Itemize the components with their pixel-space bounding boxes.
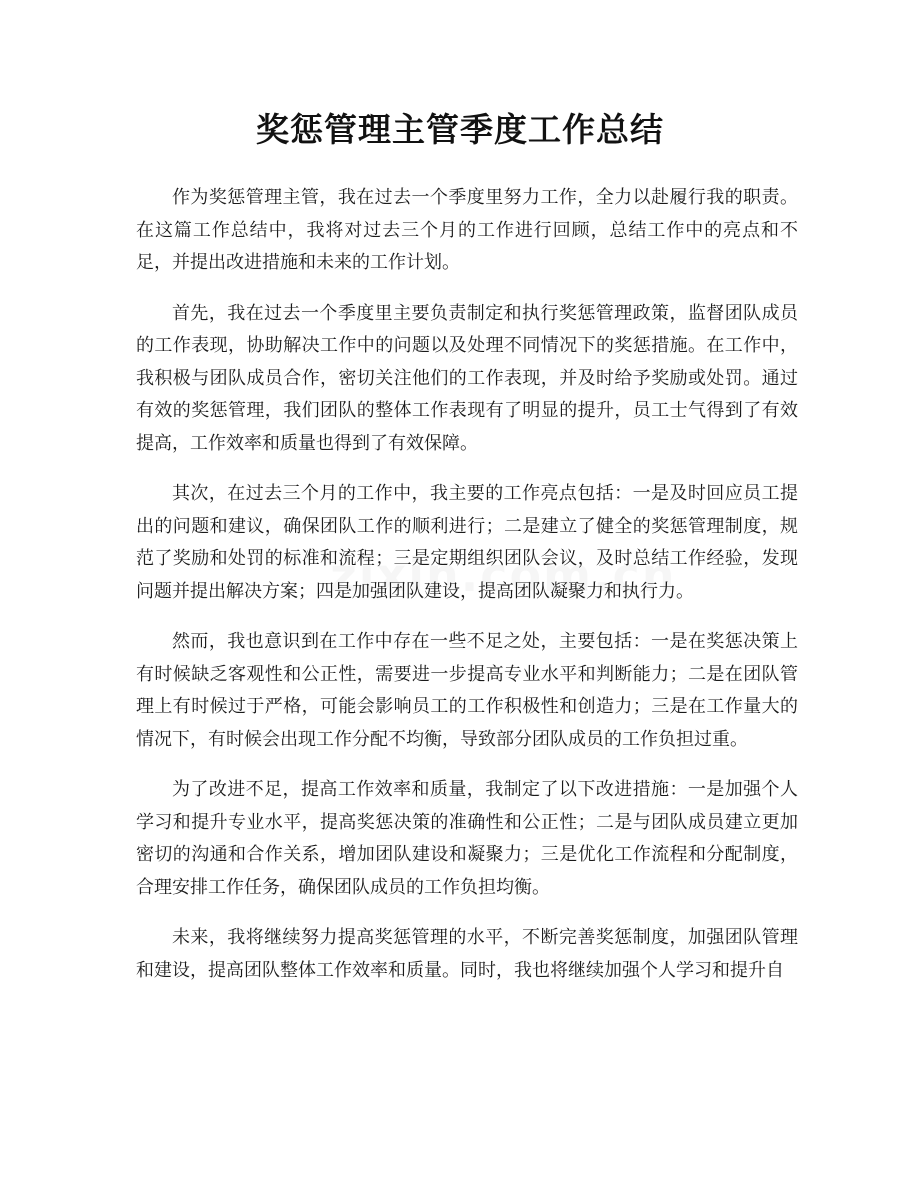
paragraph-improvements: 为了改进不足，提高工作效率和质量，我制定了以下改进措施：一是加强个人学习和提升专业水平，提高奖惩决策的准确性和公正性；二是与团队成员建立更加密切的沟通和合作关系，增加团队建设和凝聚力；三是优化工作流程和分配制度，合理安排工作任务，确保团队成员的工作负担均衡。: [136, 779, 798, 898]
paragraph-shortcomings: 然而，我也意识到在工作中存在一些不足之处，主要包括：一是在奖惩决策上有时候缺乏客观性和公正性，需要进一步提高专业水平和判断能力；二是在团队管理上有时候过于严格，可能会影响员工的工作积极性和创造力；三是在工作量大的情况下，有时候会出现工作分配不均衡，导致部分团队成员的工作负担过重。: [136, 631, 798, 750]
paragraph-highlights: 其次，在过去三个月的工作中，我主要的工作亮点包括：一是及时回应员工提出的问题和建议，确保团队工作的顺利进行；二是建立了健全的奖惩管理制度，规范了奖励和处罚的标准和流程；三是定期组织团队会议，及时总结工作经验，发现问题并提出解决方案；四是加强团队建设，提高团队凝聚力和执行力。: [136, 483, 798, 602]
paragraph-intro: 作为奖惩管理主管，我在过去一个季度里努力工作，全力以赴履行我的职责。在这篇工作总结中，我将对过去三个月的工作进行回顾，总结工作中的亮点和不足，并提出改进措施和未来的工作计划。: [136, 187, 798, 273]
paragraph-responsibilities: 首先，我在过去一个季度里主要负责制定和执行奖惩管理政策，监督团队成员的工作表现，协助解决工作中的问题以及处理不同情况下的奖惩措施。在工作中，我积极与团队成员合作，密切关注他们的工作表现，并及时给予奖励或处罚。通过有效的奖惩管理，我们团队的整体工作表现有了明显的提升，员工士气得到了有效提高，工作效率和质量也得到了有效保障。: [136, 302, 798, 454]
document-title: 奖惩管理主管季度工作总结: [256, 110, 664, 149]
document-body: [136, 182, 798, 1005]
paragraph-future-plans: 未来，我将继续努力提高奖惩管理的水平，不断完善奖惩制度，加强团队管理和建设，提高团队整体工作效率和质量。同时，我也将继续加强个人学习和提升自: [136, 927, 798, 981]
